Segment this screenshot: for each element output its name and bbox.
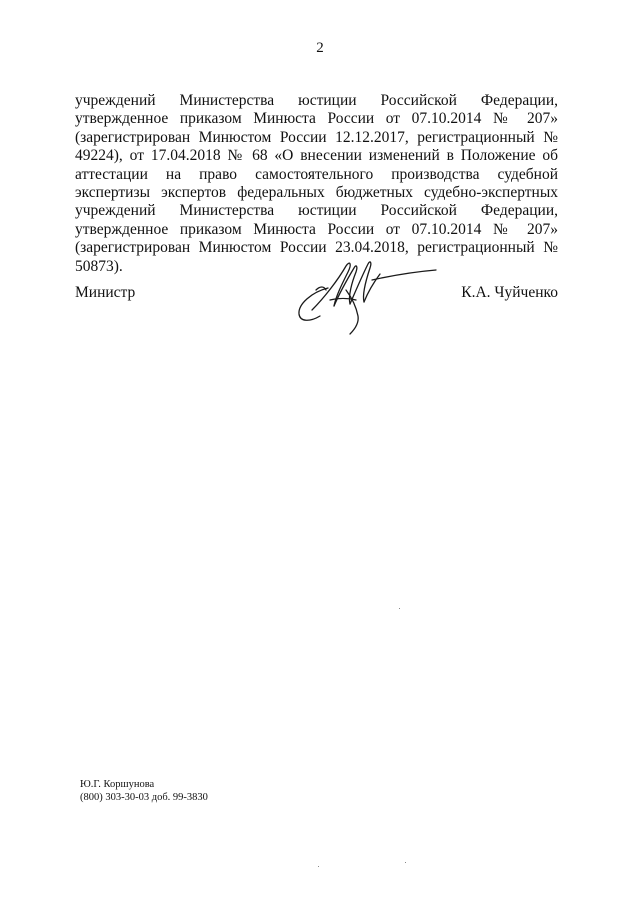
handwritten-signature	[290, 240, 440, 340]
signatory-position: Министр	[75, 284, 136, 301]
scan-speck	[399, 608, 400, 609]
scan-speck	[318, 866, 319, 867]
signatory-name: К.А. Чуйченко	[461, 284, 558, 301]
page-number: 2	[316, 40, 324, 56]
body-paragraph: учреждений Министерства юстиции Российской Федерации, утвержденное приказом Минюста России от 07.10.2014 № 207» (зарегистрирован Минюстом России 12.12.2017, регистрационный № 49224), от 17.04.2018 № 68 «О внесении изменений в Положение об аттестации на право самостоятельного производства судебной экспертизы экспертов федеральных бюджетных судебно-экспертных учреждений Министерства юстиции Российской Федерации, утвержденное приказом Минюста России от 07.10.2014 № 207» (зарегистрирован Минюстом России 23.04.2018, регистрационный № 50873).	[75, 92, 558, 275]
executor-name: Ю.Г. Коршунова	[80, 779, 155, 790]
executor-phone: (800) 303-30-03 доб. 99-3830	[80, 792, 208, 803]
executor-info	[80, 778, 208, 804]
scan-speck	[405, 862, 406, 863]
